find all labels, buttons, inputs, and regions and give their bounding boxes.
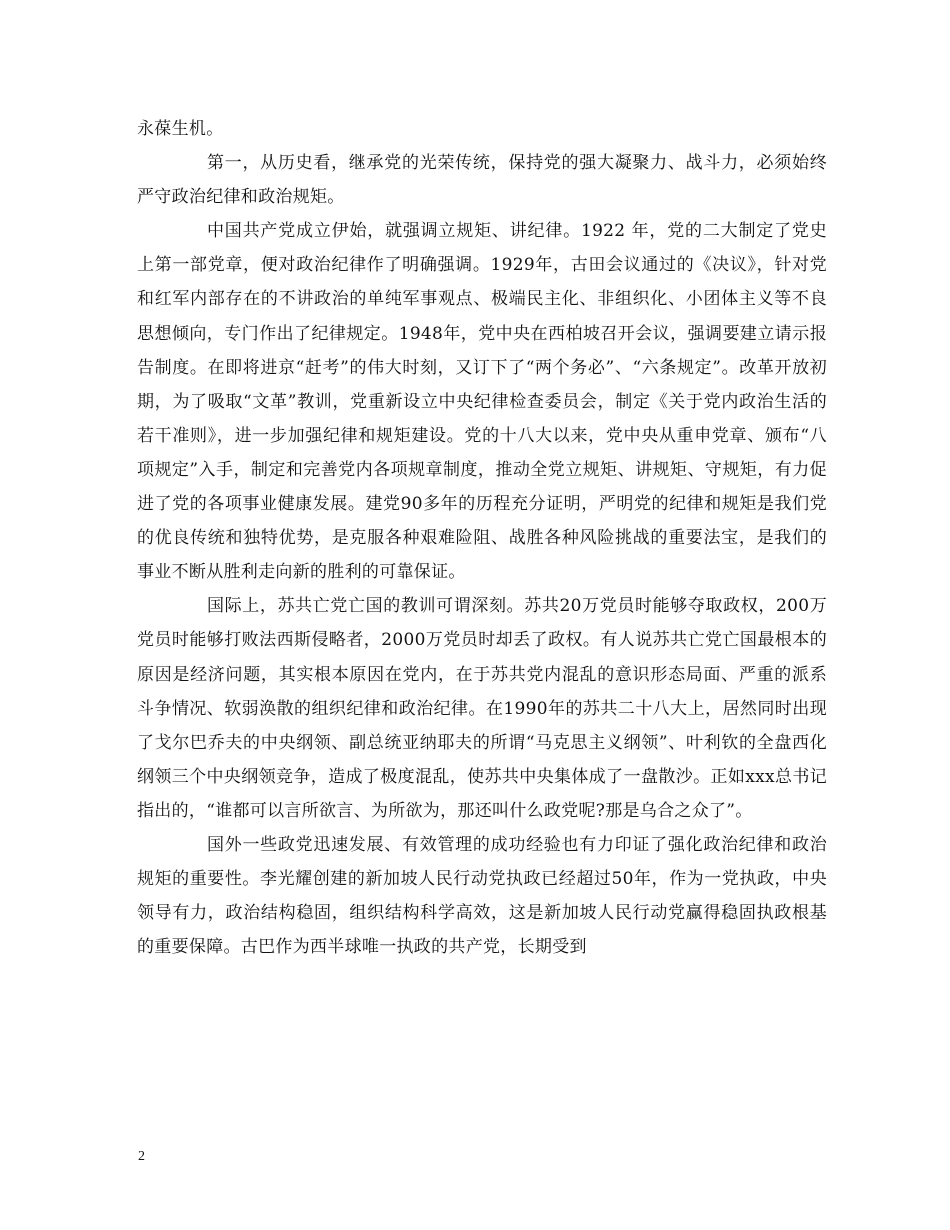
page-number: 2: [138, 1149, 145, 1164]
document-body: [137, 112, 827, 964]
paragraph-continuation: 永葆生机。: [137, 119, 224, 139]
paragraph-point-one: 第一，从历史看，继承党的光荣传统，保持党的强大凝聚力、战斗力，必须始终严守政治纪律和政治规矩。: [137, 153, 827, 208]
paragraph-soviet-lesson: 国际上，苏共亡党亡国的教训可谓深刻。苏共20万党员时能够夺取政权，200万党员时能够打败法西斯侵略者，2000万党员时却丢了政权。有人说苏共亡党亡国最根本的原因是经济问题，其实根本原因在党内，在于苏共党内混乱的意识形态局面、严重的派系斗争情况、软弱涣散的组织纪律和政治纪律。在1990年的苏共二十八大上，居然同时出现了戈尔巴乔夫的中央纲领、副总统亚纳耶夫的所谓“马克思主义纲领”、叶利钦的全盘西化纲领三个中央纲领竞争，造成了极度混乱，使苏共中央集体成了一盘散沙。正如xxx总书记指出的，“谁都可以言所欲言、为所欲为，那还叫什么政党呢?那是乌合之众了”。: [137, 596, 827, 821]
paragraph-foreign-parties: 国外一些政党迅速发展、有效管理的成功经验也有力印证了强化政治纪律和政治规矩的重要性。李光耀创建的新加坡人民行动党执政已经超过50年，作为一党执政，中央领导有力，政治结构稳固，组织结构科学高效，这是新加坡人民行动党赢得稳固执政根基的重要保障。古巴作为西半球唯一执政的共产党，长期受到: [137, 834, 827, 958]
paragraph-party-history: 中国共产党成立伊始，就强调立规矩、讲纪律。1922 年，党的二大制定了党史上第一部党章，便对政治纪律作了明确强调。1929年，古田会议通过的《决议》，针对党和红军内部存在的不讲政治的单纯军事观点、极端民主化、非组织化、小团体主义等不良思想倾向，专门作出了纪律规定。1948年，党中央在西柏坡召开会议，强调要建立请示报告制度。在即将进京“赶考”的伟大时刻，又订下了“两个务必”、“六条规定”。改革开放初期，为了吸取“文革”教训，党重新设立中央纪律检查委员会，制定《关于党内政治生活的若干准则》，进一步加强纪律和规矩建设。党的十八大以来，党中央从重申党章、颁布“八项规定”入手，制定和完善党内各项规章制度，推动全党立规矩、讲规矩、守规矩，有力促进了党的各项事业健康发展。建党90多年的历程充分证明，严明党的纪律和规矩是我们党的优良传统和独特优势，是克服各种艰难险阻、战胜各种风险挑战的重要法宝，是我们的事业不断从胜利走向新的胜利的可靠保证。: [137, 221, 827, 583]
